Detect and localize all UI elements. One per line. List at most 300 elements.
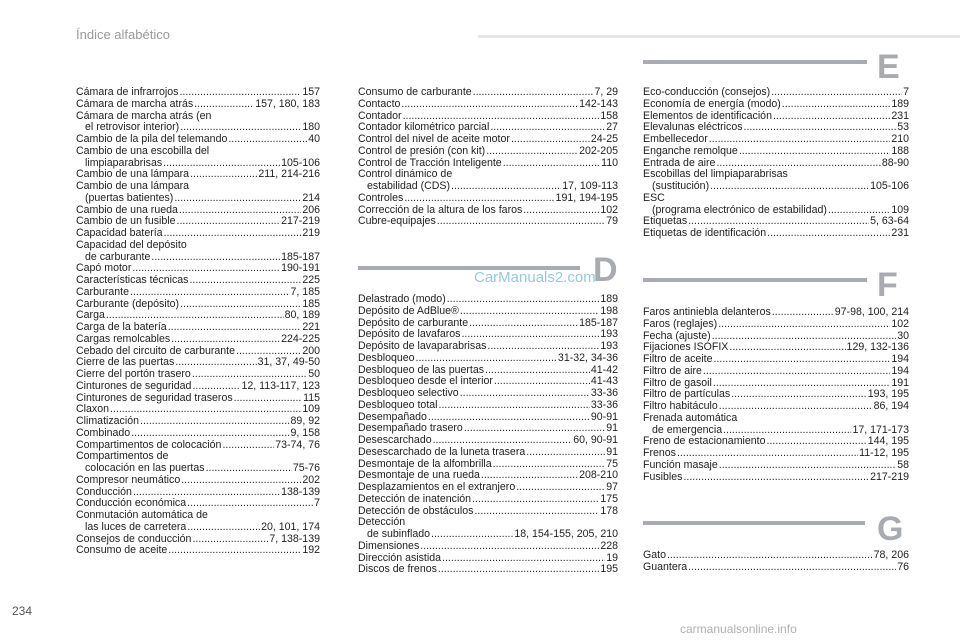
dot-leader [163,158,280,170]
index-term: Control de presión (con kit) [358,145,486,157]
index-entry [358,122,618,134]
dot-leader [731,389,867,401]
dot-leader [744,122,897,134]
index-term: Cambio de una lámpara [76,169,190,181]
page-reference: 211, 214-216 [258,169,320,181]
index-entry-line [643,216,909,228]
page-reference: 7, 29 [594,87,618,98]
dot-leader [716,158,880,170]
dot-leader [729,342,845,354]
index-entry [358,169,618,193]
index-entry [643,550,909,562]
page-reference: 89, 92 [290,416,320,427]
index-term: de emergencia [652,424,723,436]
index-term: Fecha (ajuste) [643,330,711,342]
index-entry-line [358,564,618,576]
index-entry-line [643,562,909,574]
index-entry-line [358,341,618,353]
index-entry-line [76,299,320,311]
index-entry [358,388,618,400]
index-term: Desmontaje de la alfombrilla [358,458,492,470]
page-reference: 97-98, 100, 214 [834,307,909,318]
index-entry [76,475,320,487]
index-term: Combinado [76,427,131,439]
index-term: Control de Tracción Inteligente [358,157,502,169]
index-entry-line [76,158,320,170]
page-reference: 53 [897,122,909,134]
page-reference: 129, 132-136 [846,342,909,354]
dot-leader [526,447,605,459]
index-entry [358,87,618,99]
dot-leader [130,287,290,299]
index-entry [76,357,320,369]
dot-leader [403,111,600,123]
page-reference: 31, 37, 49-50 [257,357,320,369]
index-entry-line [76,498,320,510]
dot-leader [131,428,289,440]
index-term: Cámara de marcha atrás [76,98,194,110]
dot-leader [782,99,891,111]
dot-leader [236,346,301,358]
index-entry-line [358,99,618,111]
index-entry [76,216,320,228]
index-entry-line [76,111,320,123]
index-term: Capó motor [76,263,132,275]
index-entry-line [358,318,618,330]
dot-leader [718,319,890,331]
index-entry-line [358,353,618,365]
footer-watermark: carmanualsonline.info [680,622,797,636]
index-entry [643,342,909,354]
index-entry [76,545,320,557]
index-entry [358,564,618,576]
index-term: Características técnicas [76,275,189,286]
index-column-c [76,87,320,557]
index-entry [76,240,320,264]
dot-leader [428,412,590,424]
index-entry [643,146,909,158]
index-entry-line [76,346,320,358]
dot-leader [772,307,834,319]
index-term: Filtro habitáculo [643,401,718,412]
index-entry [643,319,909,331]
dot-leader [189,275,301,287]
page-reference: 17, 171-173 [852,424,909,436]
index-term: (sustitución) [652,181,710,192]
index-entry-line [358,553,618,565]
index-entry [643,448,909,460]
index-entry [358,134,618,146]
page-reference: 50 [308,369,320,380]
index-entry-line [643,193,909,205]
index-entry [76,498,320,510]
dot-leader [683,472,869,484]
section-letter-d: D [593,251,618,289]
index-entry-line [643,169,909,181]
index-entry [358,553,618,565]
dot-leader [431,529,513,541]
index-entry [358,329,618,341]
dot-leader [171,334,280,346]
dot-leader [447,294,600,306]
index-entry-line [643,342,909,354]
index-entry-line [76,193,320,205]
page-reference: 194 [891,354,909,365]
index-entry-line [643,307,909,319]
index-entry [643,134,909,146]
index-entry-line [358,158,618,170]
page-reference: 110 [601,157,618,169]
dot-leader [187,522,260,534]
index-term: Depósito de lavaparabrisas [358,341,487,352]
page-reference: 5, 63-64 [870,216,909,228]
dot-leader [140,416,290,428]
index-entry-line [643,181,909,193]
index-entry-line [643,366,909,378]
page-reference: 7 [314,498,320,510]
index-entry-line [358,447,618,459]
page-reference: 41-43 [590,376,618,388]
dot-leader [177,216,281,228]
dot-leader [132,263,280,275]
index-entry [643,472,909,484]
index-term: Carburante (depósito) [76,298,180,310]
index-entry [358,459,618,471]
index-term: Claxon [76,404,109,416]
index-term: Carga [76,310,105,322]
index-entry [76,134,320,146]
watermark-text: CarManuals2.com [474,269,596,286]
page-reference: 190-191 [281,263,320,275]
dot-leader [438,564,599,576]
index-entry [76,99,320,111]
index-term: Capacidad batería [76,228,163,239]
index-entry-line [76,216,320,228]
index-entry-line [643,87,909,99]
index-entry-line [76,451,320,463]
index-entry [76,87,320,99]
dot-leader [511,134,590,146]
index-entry [358,205,618,217]
page-reference: 175 [600,493,618,505]
index-column-g [643,550,909,574]
page-reference: 24-25 [590,134,618,145]
index-entry [358,400,618,412]
page-reference: 231 [891,228,909,239]
index-term: Consumo de aceite [76,545,168,557]
index-entry [358,193,618,205]
index-term: Desescarchado de la luneta trasera [358,446,526,458]
index-term: Depósito de carburante [358,317,469,329]
index-entry [76,322,320,334]
index-entry [643,354,909,366]
header-divider [478,35,960,38]
index-entry-line [76,263,320,275]
index-entry [358,470,618,482]
index-entry-line [76,487,320,499]
index-entry-line [76,357,320,369]
page-reference: 189 [891,98,909,110]
dot-leader [723,425,851,437]
index-entry [643,413,909,437]
index-term: Contador kilométrico parcial [358,122,490,134]
index-entry [643,216,909,228]
index-term: Control del nivel de aceite motor [358,134,510,145]
page-reference: 7 [903,87,909,98]
index-entry-line [358,205,618,217]
index-entry-line [643,99,909,111]
page-reference: 102 [891,318,909,330]
index-term: Controles [358,192,404,204]
page-reference: 219 [302,228,320,239]
page-reference: 105-106 [281,157,320,169]
dot-leader [719,460,896,472]
index-entry [76,275,320,287]
section-e-bar [643,60,867,64]
index-entry-line [76,146,320,158]
index-entry [643,562,909,574]
index-entry-line [76,205,320,217]
index-entry [76,534,320,546]
dot-leader [179,205,301,217]
index-entry-line [76,99,320,111]
dot-leader [180,122,301,134]
index-entry [358,294,618,306]
index-column-f [643,307,909,483]
page-reference: 214 [302,192,320,204]
page-reference: 73-74, 76 [275,439,320,451]
index-term: Frenada automática [643,412,738,424]
index-entry [76,393,320,405]
index-entry [643,307,909,319]
dot-leader [194,99,254,111]
index-entry [76,381,320,393]
dot-leader [503,158,600,170]
index-term: Compresor neumático [76,474,181,486]
index-entry-line [358,193,618,205]
page-reference: 97 [606,482,618,493]
index-term: Desbloqueo total [358,399,438,411]
page-reference: 88-90 [881,157,909,169]
page-reference: 202-205 [579,145,618,157]
page-reference: 188 [891,145,909,157]
index-entry-line [643,354,909,366]
index-entry-line [76,475,320,487]
index-entry [76,334,320,346]
index-entry-line [358,216,618,228]
index-entry-line [358,529,618,541]
dot-leader [420,541,599,553]
index-entry [358,412,618,424]
index-column-e [643,87,909,240]
section-g-bar [643,521,865,525]
index-entry-line [643,228,909,240]
index-term: Cámara de infrarrojos [76,87,179,98]
index-entry-line [76,334,320,346]
index-entry [358,341,618,353]
page-reference: 31-32, 34-36 [557,352,618,364]
dot-leader [688,562,896,574]
index-entry [358,517,618,541]
index-term: Consumo de carburante [358,87,472,98]
page-reference: 9, 158 [290,427,320,439]
page-reference: 91 [606,423,618,435]
index-term: ESC [643,192,665,204]
page-reference: 7, 138-139 [269,533,320,545]
dot-leader [206,463,292,475]
dot-leader [461,329,599,341]
index-entry-line [643,550,909,562]
index-entry [358,494,618,506]
dot-leader [151,252,280,264]
index-entry [76,111,320,135]
index-entry [643,158,909,170]
dot-leader [439,400,590,412]
index-entry-line [76,381,320,393]
index-entry [643,331,909,343]
index-entry [358,306,618,318]
index-term: Filtro de gasoil [643,377,712,389]
index-entry-line [358,181,618,193]
index-entry [76,263,320,275]
index-entry-line [76,534,320,546]
dot-leader [228,134,307,146]
page-reference: 80, 189 [284,310,320,322]
page-reference: 157, 180, 183 [255,98,320,110]
index-entry-line [76,134,320,146]
page-reference: 189 [600,294,618,305]
page-reference: 185-187 [579,317,618,329]
index-term: Gato [643,550,666,561]
index-term: Enganche remolque [643,145,738,157]
index-entry-line [76,404,320,416]
index-entry-line [76,393,320,405]
index-term: Desbloqueo [358,352,415,364]
index-entry [76,287,320,299]
dot-leader [474,506,599,518]
page-reference: 198 [600,305,618,317]
index-entry [643,111,909,123]
index-entry [358,353,618,365]
index-term: Cebado del circuito de carburante [76,345,236,357]
page-reference: 138-139 [281,486,320,498]
dot-leader [192,534,268,546]
index-term: Corrección de la altura de los faros [358,204,523,216]
index-entry-line [76,275,320,287]
page-header-title: Índice alfabético [76,27,170,42]
index-term: Guantera [643,561,688,573]
dot-leader [493,459,606,471]
index-entry-line [358,506,618,518]
index-entry-line [358,87,618,99]
dot-leader [771,87,902,99]
index-entry-line [358,134,618,146]
index-entry [76,416,320,428]
index-entry-line [76,440,320,452]
index-entry [358,365,618,377]
index-term: Cierre de las puertas [76,357,175,369]
dot-leader [710,181,869,193]
index-term: Conducción [76,486,132,498]
index-entry [76,346,320,358]
page-reference: 90-91 [590,411,618,423]
dot-leader [773,111,890,123]
page-reference: 224-225 [281,333,320,345]
page-reference: 19 [606,552,618,564]
index-term: Detección de inatención [358,493,472,505]
dot-leader [174,193,301,205]
index-term: Capacidad del depósito [76,239,187,251]
index-entry-line [643,436,909,448]
dot-leader [739,146,890,158]
index-entry-line [643,205,909,217]
index-term: Depósito de AdBlue® [358,305,459,317]
index-term: Depósito de lavafaros [358,329,461,341]
index-term: Economía de energía (modo) [643,98,781,110]
page-reference: 221 [302,322,320,333]
index-term: Carburante [76,286,129,298]
page-reference: 40 [308,134,320,145]
dot-leader [709,134,891,146]
dot-leader [451,181,561,193]
index-term: colocación en las puertas [85,463,205,474]
index-entry-line [76,416,320,428]
dot-leader [133,487,280,499]
index-entry [358,318,618,330]
index-entry-line [76,310,320,322]
index-entry [358,447,618,459]
page-reference: 115 [303,392,320,404]
index-entry-line [358,306,618,318]
page-reference: 75 [606,458,618,470]
index-term: Cierre del portón trasero [76,369,191,380]
page-reference: 231 [891,110,909,122]
index-term: Cambio de una escobilla del [76,145,210,157]
index-entry [76,487,320,499]
page-reference: 75-76 [292,463,320,474]
dot-leader [168,322,302,334]
index-term: Filtro de aire [643,365,702,377]
index-column-c-continued [358,87,618,228]
index-entry-line [358,470,618,482]
index-entry [358,423,618,435]
index-entry [643,401,909,413]
index-entry [76,440,320,452]
dot-leader [433,435,573,447]
dot-leader [767,228,890,240]
dot-leader [767,436,867,448]
index-term: Cambio de una rueda [76,204,178,216]
index-term: Consejos de conducción [76,533,192,545]
page-reference: 109 [302,404,320,416]
index-entry-line [358,294,618,306]
index-term: Escobillas del limpiaparabrisas [643,169,788,181]
index-entry-line [358,459,618,471]
index-entry-line [358,122,618,134]
index-entry-line [76,169,320,181]
index-entry [76,146,320,170]
index-term: Freno de estacionamiento [643,436,766,448]
page-reference: 86, 194 [873,401,909,412]
index-term: Fijaciones ISOFIX [643,342,729,354]
dot-leader [175,357,256,369]
dot-leader [192,381,240,393]
page-reference: 11-12, 195 [859,448,909,459]
index-term: de carburante [85,251,151,263]
index-entry-line [76,545,320,557]
index-term: Frenos [643,448,676,459]
index-entry [358,376,618,388]
